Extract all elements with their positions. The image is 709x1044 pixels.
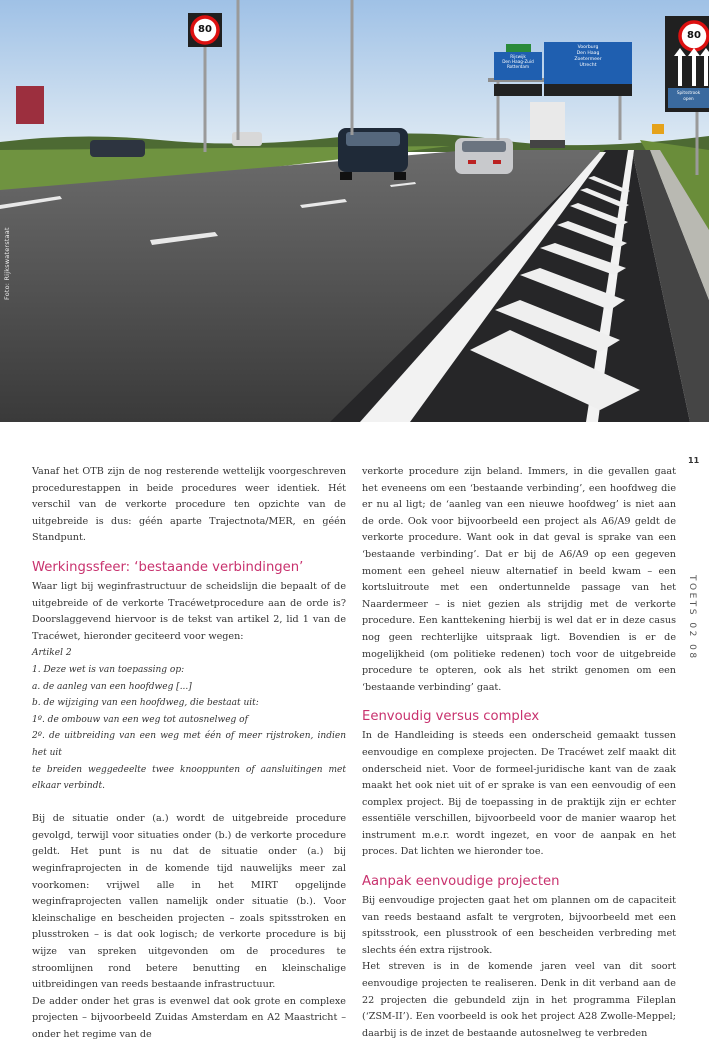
body-paragraph: De adder onder het gras is evenwel dat ook grote en complexe projecten – bijvoorbeeld Zuidas Amsterdam en A2 Maastricht – onder het regime van de <box>32 995 346 1040</box>
gantry-sign-left <box>495 54 541 70</box>
section-heading-eenvoudig: Eenvoudig versus complex <box>362 709 540 725</box>
quote-line: 2º. de uitbreiding van een weg met één of meer rijstroken, indien het uit <box>32 731 346 758</box>
gantry-sign-left-line: Den Haag-Zuid <box>502 59 534 65</box>
body-paragraph: verkorte procedure zijn beland. Immers, in die gevallen gaat het eveneens om een ‘bestaande verbinding’, een hoofdweg die er nu al ligt; de ‘aanleg van een nieuwe hoofdweg’ is niet aan de orde. Ook voor bijvoorbeeld een project als A6/A9 geldt de verkorte procedure. Want ook in dat geval is sprake van een ‘bestaande verbinding’. Dat er bij de A6/A9 op een gegeven moment een geheel nieuw alternatief in beeld kwam – een kortsluitroute met een ondertunnelde passage van het Naardermeer – is niet gezien als strijdig met de verkorte procedure. Een kanttekening hierbij is wel dat er in deze casus nog geen rechterlijke uitspraak ligt. Bovendien is er de mogelijkheid (om politieke redenen) toch voor de uitgebreide procedure te opteren, ook als het strikt genomen om een ‘bestaande verbinding’ gaat. <box>362 466 676 693</box>
gantry-sign-right-line: Zoetermeer <box>574 57 602 62</box>
body-paragraph: Bij eenvoudige projecten gaat het om plannen om de capaciteit van reeds bestaand asfalt te vergroten, bijvoorbeeld met een spitsstrook, een plusstrook of een bescheiden verbreding met slechts één extra rijstrook. <box>362 895 676 956</box>
quote-line: Artikel 2 <box>32 648 72 659</box>
text-column-right <box>362 464 676 1042</box>
quote-line: b. de wijziging van een hoofdweg, die bestaat uit: <box>32 698 259 709</box>
body-paragraph: Het streven is in de komende jaren veel van dit soort eenvoudige projecten te realiseren. Denk in dit verband aan de 22 projecten die gebundeld zijn in het programma Fileplan (‘ZSM-II’). Een voorbeeld is ook het project A28 Zwolle-Meppel; daarbij is de inzet de bestaande autosnelweg te verbreden <box>362 961 676 1039</box>
lane-open-board <box>668 90 709 101</box>
gantry-sign-left-line: Rijswijk <box>510 54 526 59</box>
lane-open-board-line: open <box>683 95 694 101</box>
body-paragraph: In de Handleiding is steeds een onderscheid gemaakt tussen eenvoudige en complexe projecten. De Tracéwet zelf maakt dit onderscheid niet. Voor de formeel-juridische kant van de zaak maakt het ook niet uit of er sprake is van een eenvoudig of een complex project. Bij de toepassing in de praktijk zijn er echter essentiële verschillen, bijvoorbeeld voor de manier waarop het instrument m.e.r. wordt ingezet, en voor de aanpak en het proces. Dat lichten we hieronder toe. <box>362 730 676 858</box>
page-number: 11 <box>688 456 700 465</box>
quote-line: 1º. de ombouw van een weg tot autosnelweg of <box>32 714 248 725</box>
section-heading-aanpak: Aanpak eenvoudige projecten <box>362 874 560 890</box>
quote-line: a. de aanleg van een hoofdweg [...] <box>32 681 192 692</box>
gantry-sign-right-line: Voorburg <box>577 45 599 50</box>
car-silver <box>455 138 513 174</box>
quote-line: te breiden weggedeelte twee knooppunten of aansluitingen met elkaar verbindt. <box>32 764 346 792</box>
intro-paragraph: Vanaf het OTB zijn de nog resterende wettelijk voorgeschreven procedurestappen in beide procedures weer identiek. Hét verschil van de verkorte procedure ten opzichte van de uitgebreide is dus: géén aparte Trajectnota/MER, en géén Standpunt. <box>32 466 346 544</box>
gantry-sign-left-line: Rotterdam <box>506 64 530 70</box>
body-paragraph: Waar ligt bij weginfrastructuur de scheidslijn die bepaalt of de uitgebreide of de verkorte Tracéwetprocedure aan de orde is? Doorslaggevend hiervoor is de tekst van artikel 2, lid 1 van de Tracéwet, hieronder geciteerd voor wegen: <box>32 580 346 642</box>
lane-open-board-line: Spitsstrook <box>676 90 701 95</box>
speed-limit-sign-right: 80 <box>687 30 701 41</box>
issue-label: TOETS 02 08 <box>687 575 697 661</box>
body-paragraph: Bij de situatie onder (a.) wordt de uitgebreide procedure gevolgd, terwijl voor situaties onder (b.) de verkorte procedure geldt. Het punt is nu dat de situatie onder (a.) bij weginfraprojecten in de komende tijd nauwelijks meer zal voorkomen: vrijwel alle in het MIRT opgelijnde weginfraprojecten vallen namelijk onder situatie (b.). Voor kleinschalige en bescheiden projecten – zoals spitsstroken en plusstroken – is dat ook logisch; de verkorte procedure is bij wijze van spreken uitgevonden om de procedures te stroomlijnen rond betere benutting en kleinschalige uitbreidingen van reeds bestaande infrastructuur. <box>32 813 346 991</box>
gantry-sign-right-line: Utrecht <box>579 63 597 68</box>
gantry-sign-right <box>546 45 630 69</box>
truck <box>530 102 565 148</box>
photo-credit: Foto: Rijkswaterstaat <box>3 227 11 300</box>
quote-line: 1. Deze wet is van toepassing op: <box>32 664 185 675</box>
speed-limit-sign-left: 80 <box>198 24 212 35</box>
section-heading-werkingssfeer: Werkingssfeer: ‘bestaande verbindingen’ <box>32 559 304 575</box>
highway-photo <box>0 0 709 422</box>
text-column-left <box>32 464 346 1044</box>
gantry-sign-right-line: Den Haag <box>576 51 600 56</box>
